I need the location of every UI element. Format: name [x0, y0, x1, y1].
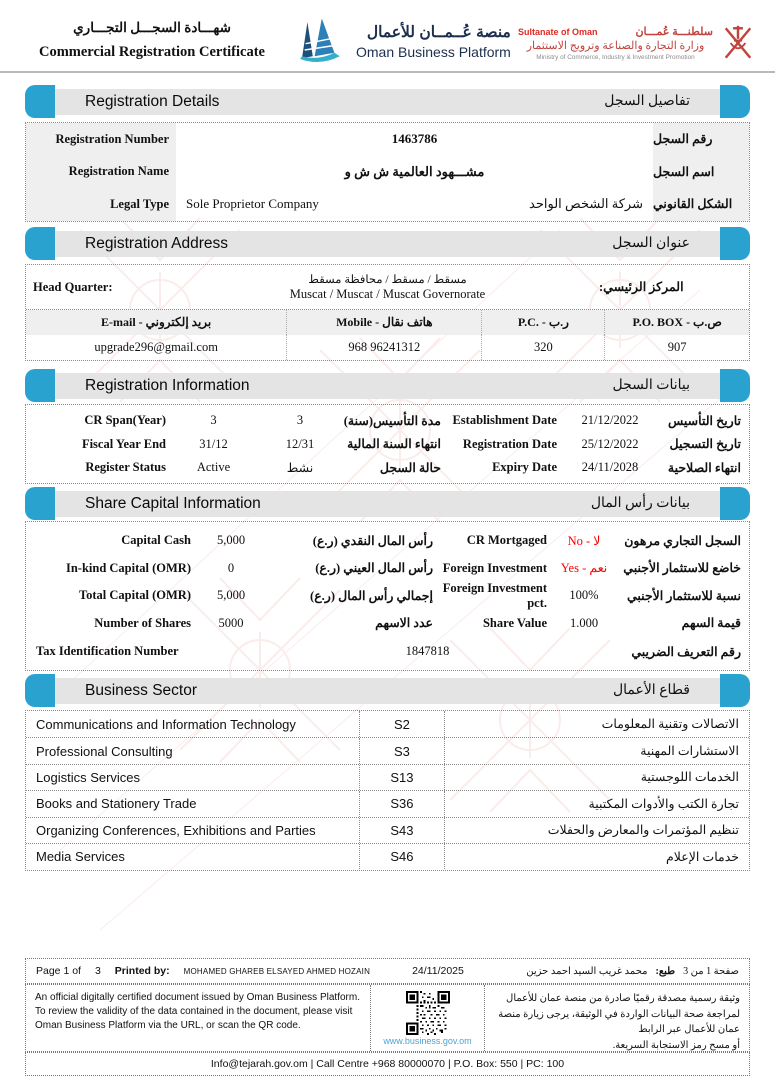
page-total: 3 [94, 965, 101, 977]
share-value: 1.000 [569, 615, 599, 630]
sector-name-en: Professional Consulting [36, 743, 173, 759]
email-value: upgrade296@gmail.com [94, 340, 218, 354]
verification-notice-en: An official digitally certified document issued by Oman Business Platform. To review the validity of the data contained in the document, please visit Oman Business Platform via the URL, or scan the QR code. [26, 985, 371, 1051]
legal-type-value-en: Sole Proprietor Company [186, 196, 319, 212]
row-label-ar: انتهاء السنة المالية [347, 437, 441, 452]
row-label-en: Capital Cash [121, 533, 191, 548]
total-capital-value: 5,000 [216, 588, 246, 603]
table-row [26, 409, 749, 433]
table-row [26, 711, 749, 737]
row-label-en: Registration Number [26, 123, 176, 156]
verification-notice-ar-line1: وثيقة رسمية مصدقة رقميًا صادرة من منصة عمان للأعمال [506, 993, 740, 1004]
row-label-ar: خاضع للاستثمار الأجنبي [623, 561, 741, 576]
registration-address-table [25, 264, 750, 361]
ministry-name-en: Ministry of Commerce, Industry & Investment Promotion [536, 54, 695, 61]
section-cap-left [25, 85, 55, 118]
row-label-en: CR Span(Year) [84, 413, 166, 428]
document-header [0, 12, 775, 70]
row-label-ar: تاريخ التسجيل [669, 437, 741, 452]
cr-mortgaged-value: No - لا [567, 533, 601, 548]
registration-name-value: مشـــهود العالمية ش ش و [344, 163, 485, 179]
table-row [26, 156, 749, 189]
page-label: Page 1 of [36, 965, 81, 977]
sector-name-en: Media Services [36, 849, 125, 865]
section-cap-right [720, 674, 750, 707]
sector-name-ar: خدمات الإعلام [666, 849, 739, 864]
row-label-en: In-kind Capital (OMR) [65, 560, 191, 575]
header-divider [0, 71, 775, 73]
section-title-en: Share Capital Information [85, 494, 261, 512]
verification-notice-ar-line2: لمراجعة صحة البيانات الواردة في الوثيقة، يرجى زيارة منصة عمان للأعمال عبر الرابط [498, 1008, 740, 1035]
row-label-en: Total Capital (OMR) [78, 588, 191, 603]
row-label-ar: حالة السجل [379, 460, 441, 475]
section-cap-right [720, 487, 750, 520]
row-label-en: Register Status [85, 460, 166, 475]
row-value-en: 31/12 [199, 436, 228, 451]
head-quarter-value-en: Muscat / Muscat / Muscat Governorate [289, 287, 486, 301]
in-kind-capital-value: 0 [227, 560, 235, 575]
row-label-en: Registration Date [462, 436, 557, 451]
verification-notice-ar-line3: أو مسح رمز الاستجابة السريعة. [612, 1039, 740, 1051]
sector-code: S13 [359, 765, 446, 790]
sector-name-ar: الاستشارات المهنية [640, 744, 739, 759]
table-row [26, 790, 749, 816]
row-label-ar: رقم السجل [653, 123, 749, 156]
register-status-value: Active [196, 460, 231, 475]
sector-code: S3 [359, 738, 446, 763]
sector-name-ar: الخدمات اللوجستية [640, 770, 739, 785]
section-title-en: Registration Details [85, 92, 220, 110]
verification-notice-ar [485, 985, 749, 1051]
po-box-column-header: ص.ب - P.O. BOX [604, 310, 749, 335]
section-title-ar: عنوان السجل [612, 236, 690, 251]
row-label-ar: إجمالي رأس المال (ر.ع) [310, 588, 433, 603]
certificate-title-ar: شهـــادة السجـــل التجـــاري [73, 20, 231, 35]
postal-code-column-header: ر.ب - .P.C [481, 310, 604, 335]
row-label-ar: السجل التجاري مرهون [624, 533, 741, 548]
sector-name-ar: الاتصالات وتقنية المعلومات [601, 717, 739, 732]
ministry-name-ar: وزارة التجارة والصناعة وترويج الاستثمار [526, 40, 705, 52]
ministry-logo [518, 18, 756, 68]
po-box-value: 907 [604, 335, 749, 360]
head-quarter-label-ar: المركز الرئيسي: [599, 280, 684, 294]
row-value-ar: 12/31 [285, 436, 315, 451]
footer-print-info-row [25, 958, 750, 984]
table-row [26, 527, 749, 555]
row-label-en: Establishment Date [452, 413, 557, 428]
print-date: 24/11/2025 [412, 965, 464, 977]
section-title-en: Registration Information [85, 376, 250, 394]
share-capital-table [25, 521, 750, 671]
footer-contact-row [25, 1052, 750, 1076]
row-value: 21/12/2022 [581, 413, 639, 428]
section-cap-left [25, 369, 55, 402]
sector-code: S36 [359, 791, 446, 816]
row-label-ar: رأس المال العيني (ر.ع) [315, 561, 433, 576]
table-row [26, 737, 749, 763]
verification-url-link[interactable]: www.business.gov.om [383, 1035, 472, 1046]
row-label-en: Fiscal Year End [81, 436, 166, 451]
sail-logo-icon [293, 16, 347, 66]
table-row [26, 188, 749, 221]
certificate-title [38, 20, 266, 61]
row-label-ar: رقم التعريف الضريبي [631, 644, 741, 659]
row-value: 25/12/2022 [581, 436, 639, 451]
sector-name-en: Organizing Conferences, Exhibitions and Parties [36, 822, 316, 838]
row-label-ar: عدد الاسهم [375, 616, 433, 631]
email-column-header: بريد إلكتروني - E-mail [101, 315, 212, 329]
row-label-en: Expiry Date [492, 460, 557, 475]
row-label-ar: انتهاء الصلاحية [667, 460, 741, 475]
section-cap-left [25, 487, 55, 520]
certificate-title-en: Commercial Registration Certificate [38, 44, 265, 60]
legal-type-value-ar: شركة الشخص الواحد [529, 196, 643, 212]
sector-code: S43 [359, 818, 446, 843]
sector-code: S2 [359, 711, 446, 737]
printed-by-name-ar: محمد غريب السيد احمد حزين [526, 965, 648, 977]
sector-name-ar: تجارة الكتب والأدوات المكتبية [588, 796, 739, 811]
table-row [26, 123, 749, 156]
row-value-ar: نشط [286, 460, 314, 475]
mobile-value: 968 96241312 [286, 335, 481, 360]
section-cap-left [25, 674, 55, 707]
number-of-shares-value: 5000 [218, 615, 244, 630]
tax-identification-row [26, 637, 749, 666]
sector-name-en: Logistics Services [36, 769, 141, 785]
contact-line: Info@tejarah.gov.om | Call Centre +968 80000070 | P.O. Box: 550 | PC: 100 [210, 1058, 565, 1070]
table-row [26, 582, 749, 610]
section-title-ar: تفاصيل السجل [604, 94, 690, 109]
tax-identification-number-value: 1847818 [405, 644, 450, 658]
section-cap-left [25, 227, 55, 260]
table-row [26, 764, 749, 790]
section-header-business-sector [25, 674, 750, 707]
printed-by-name: MOHAMED GHAREB ELSAYED AHMED HOZAIN [183, 967, 371, 976]
row-label-en: Registration Name [26, 156, 176, 189]
row-label-ar: اسم السجل [653, 156, 749, 189]
foreign-investment-value: Yes - نعم [560, 561, 608, 576]
obp-name-en: Oman Business Platform [356, 43, 511, 60]
printed-by-label: Printed by: [114, 965, 170, 977]
row-label-en: Foreign Investment [442, 560, 547, 575]
postal-code-value: 320 [481, 335, 604, 360]
table-row [26, 456, 749, 480]
row-label-ar: رأس المال النقدي (ر.ع) [312, 533, 433, 548]
section-title-en: Registration Address [85, 234, 229, 252]
printed-by-label-ar: طبع: [655, 965, 676, 977]
section-cap-right [720, 369, 750, 402]
sector-name-ar: تنظيم المؤتمرات والمعارض والحفلات [547, 823, 739, 838]
business-sector-table [25, 710, 750, 871]
row-value-ar: 3 [296, 413, 304, 428]
row-label-en: Share Value [482, 615, 547, 630]
footer-verification-row [25, 984, 750, 1052]
table-row [26, 555, 749, 583]
section-cap-right [720, 227, 750, 260]
table-row [26, 843, 749, 869]
capital-cash-value: 5,000 [216, 533, 246, 548]
section-cap-right [720, 85, 750, 118]
registration-information-table [25, 404, 750, 484]
sector-code: S46 [359, 844, 446, 869]
sector-name-en: Communications and Information Technology [36, 716, 296, 732]
row-label-ar: الشكل القانوني [653, 188, 749, 221]
row-label-en: CR Mortgaged [466, 533, 547, 548]
section-title-en: Business Sector [85, 681, 197, 699]
row-label-ar: قيمة السهم [681, 616, 741, 631]
section-header-registration-details [25, 85, 750, 118]
head-quarter-row [26, 265, 749, 310]
section-header-registration-address [25, 227, 750, 260]
section-title-ar: بيانات رأس المال [590, 496, 690, 511]
row-label-ar: نسبة للاستثمار الأجنبي [626, 588, 741, 603]
sultanate-of-oman-en: Sultanate of Oman [518, 27, 598, 37]
address-columns-header-row [26, 310, 749, 335]
table-row [26, 433, 749, 457]
table-row [26, 817, 749, 843]
head-quarter-value-ar: مسقط / مسقط / محافظة مسقط [308, 274, 467, 286]
row-label-en: Legal Type [26, 188, 176, 221]
page-label-ar: صفحة 1 من 3 [683, 965, 739, 977]
head-quarter-label-en: Head Quarter: [33, 279, 113, 294]
mobile-column-header: هاتف نقال - Mobile [286, 310, 481, 335]
registration-number-value: 1463786 [391, 131, 438, 147]
section-title-ar: قطاع الأعمال [612, 683, 690, 698]
row-value-en: 3 [210, 413, 217, 428]
section-title-ar: بيانات السجل [612, 378, 690, 393]
section-header-registration-information [25, 369, 750, 402]
sultanate-of-oman-ar: سلطنـــة عُمـــان [635, 26, 713, 38]
obp-name-ar: منصة عُــمــان للأعمال [366, 23, 511, 41]
row-label-en: Number of Shares [94, 615, 191, 630]
row-label-en: Foreign Investment pct. [442, 580, 547, 610]
oman-business-platform-logo [293, 16, 511, 66]
foreign-investment-pct-value: 100% [569, 588, 599, 603]
qr-code [406, 991, 450, 1035]
khanjar-emblem-icon [720, 18, 756, 68]
address-values-row [26, 335, 749, 360]
table-row [26, 610, 749, 638]
row-label-en: Tax Identification Number [36, 644, 179, 658]
sector-name-en: Books and Stationery Trade [36, 796, 197, 812]
registration-details-table [25, 122, 750, 222]
expiry-date-value: 24/11/2028 [581, 460, 639, 475]
section-header-share-capital [25, 487, 750, 520]
row-label-ar: تاريخ التأسيس [667, 413, 741, 428]
row-label-ar: مدة التأسيس(سنة) [343, 413, 441, 428]
